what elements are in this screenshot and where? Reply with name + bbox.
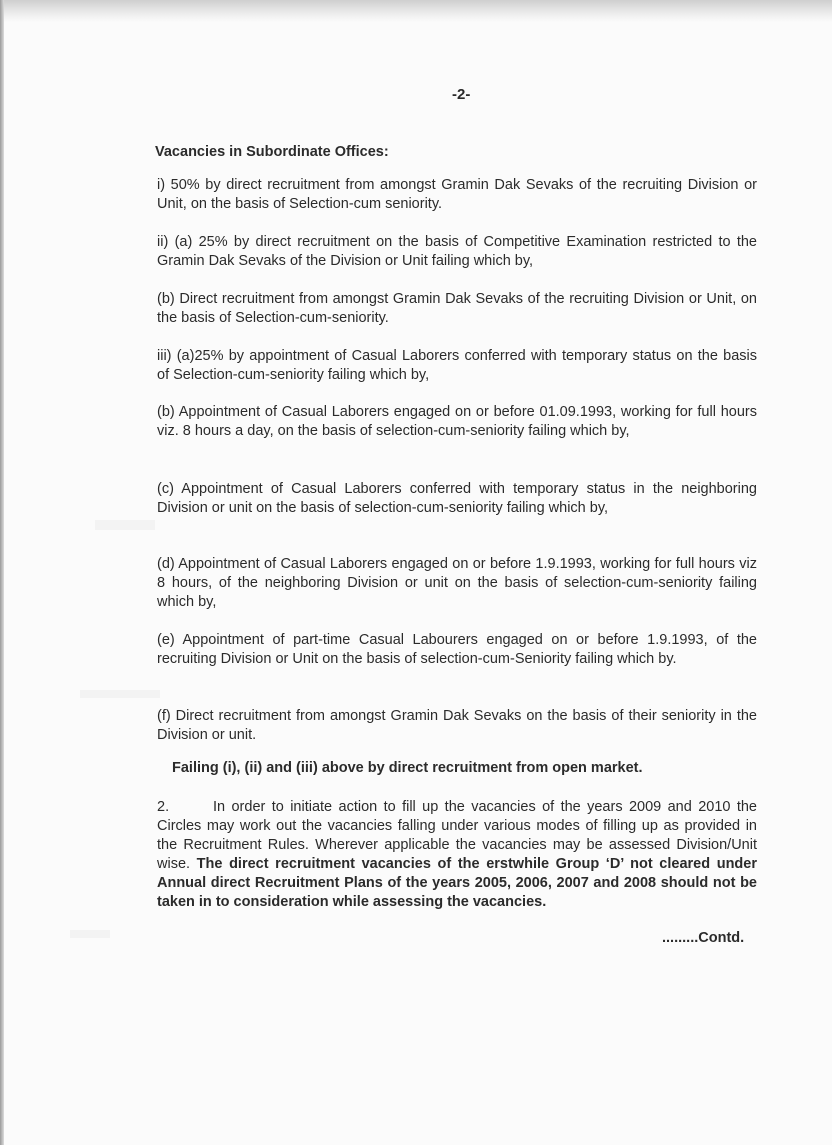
item-iii-f: (f) Direct recruitment from amongst Gramin Dak Sevaks on the basis of their seniority in the Division or unit. (157, 708, 757, 743)
scan-top-edge (0, 0, 832, 22)
scan-left-edge (0, 0, 4, 1145)
item-ii-b: (b) Direct recruitment from amongst Gramin Dak Sevaks of the recruiting Division or Unit, on the basis of Selection-cum-seniority. (157, 291, 757, 326)
paragraph-2-bold-text: The direct recruitment vacancies of the erstwhile Group ‘D’ not cleared under Annual direct Recruitment Plans of the years 2005, 2006, 2007 and 2008 should not be taken in to consideration while assessing the vacancies. (157, 856, 757, 910)
contd-label: .........Contd. (662, 930, 745, 946)
page-number: -2- (452, 86, 471, 103)
failing-line: Failing (i), (ii) and (iii) above by direct recruitment from open market. (172, 760, 643, 776)
paragraph-2-number: 2. (157, 799, 170, 815)
item-i: i) 50% by direct recruitment from amongst Gramin Dak Sevaks of the recruiting Division or Unit, on the basis of Selection-cum seniority. (157, 177, 757, 212)
paragraph-2-text: In order to initiate action to fill up the vacancies of the years 2009 and 2010 the Circles may work out the vacancies falling under various modes of filling up as provided in the Recruitment Rules. Wherever applicable the vacancies may be assessed Division/Unit wise. (157, 799, 757, 872)
bleed-through-mark (70, 930, 110, 938)
item-iii-e: (e) Appointment of part-time Casual Labourers engaged on or before 1.9.1993, of the recruiting Division or Unit on the basis of selection-cum-Seniority failing which by. (157, 632, 757, 667)
item-iii-c: (c) Appointment of Casual Laborers conferred with temporary status in the neighboring Division or unit on the basis of selection-cum-seniority failing which by, (157, 481, 757, 516)
bleed-through-mark (95, 520, 155, 530)
bleed-through-mark (80, 690, 160, 698)
item-iii-b: (b) Appointment of Casual Laborers engaged on or before 01.09.1993, working for full hours viz. 8 hours a day, on the basis of selection-cum-seniority failing which by, (157, 404, 757, 439)
section-heading: Vacancies in Subordinate Offices: (155, 144, 389, 160)
item-iii-d: (d) Appointment of Casual Laborers engaged on or before 1.9.1993, working for full hours viz 8 hours, of the neighboring Division or unit on the basis of selection-cum-seniority failing which by, (157, 556, 757, 610)
paragraph-2 (157, 798, 757, 912)
item-ii-a: ii) (a) 25% by direct recruitment on the basis of Competitive Examination restricted to the Gramin Dak Sevaks of the Division or Unit failing which by, (157, 234, 757, 269)
item-iii-a: iii) (a)25% by appointment of Casual Laborers conferred with temporary status on the basis of Selection-cum-seniority failing which by, (157, 348, 757, 383)
